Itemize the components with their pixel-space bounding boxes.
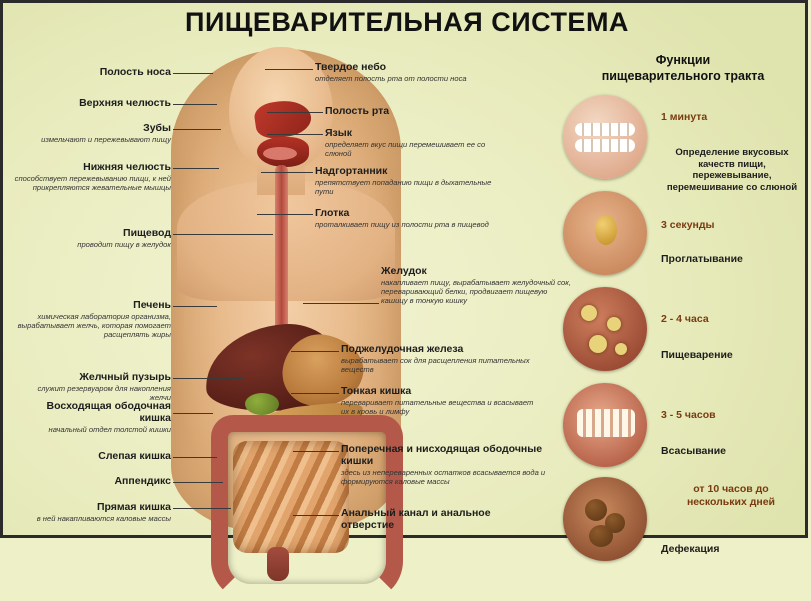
label-upper-jaw: Верхняя челюсть [79, 97, 171, 109]
leader-line [173, 129, 221, 130]
label-ascending-colon: Восходящая ободочная кишка начальный отдел толстой кишки [46, 400, 171, 435]
label-appendix: Аппендикс [114, 475, 171, 487]
leader-line [173, 73, 213, 74]
intestine-villi-icon [563, 383, 647, 467]
colon-icon [563, 477, 647, 561]
label-small-intestine: Тонкая кишка переваривает питательные вещества и всасывает их в кровь и лимфу [341, 385, 534, 417]
stage-time: от 10 часов до нескольких дней [686, 483, 776, 508]
label-cecum: Слепая кишка [98, 450, 171, 462]
label-teeth: Зубы измельчают и пережевывают пищу [41, 122, 171, 145]
label-nasal-cavity: Полость носа [99, 66, 171, 78]
stage-time: 1 минута [661, 111, 708, 123]
stomach-icon [563, 287, 647, 371]
stage-caption: Пищеварение [661, 349, 733, 361]
label-esophagus: Пищевод проводит пищу в желудок [77, 227, 171, 250]
leader-line [173, 306, 217, 307]
leader-line [303, 303, 379, 304]
small-intestine-icon [233, 441, 349, 553]
label-lower-jaw: Нижняя челюсть способствует пережевыванию пищи, к ней прикрепляются жевательные мышцы [14, 161, 171, 193]
stage-time: 3 - 5 часов [661, 409, 716, 421]
leader-line [257, 214, 313, 215]
label-oral-cavity: Полость рта [325, 105, 390, 117]
label-transverse-descending-colon: Поперечная и нисходящая ободочные кишки здесь из непереваренных остатков всасывается вода и формируются каловые массы [341, 443, 546, 487]
teeth-icon [563, 95, 647, 179]
leader-line [291, 351, 339, 352]
label-liver: Печень химическая лаборатория организма, вырабатывает желчь, которая помогает расщеплять жиры [17, 299, 171, 340]
tongue-icon [263, 147, 297, 160]
label-rectum: Прямая кишка в ней накапливаются каловые массы [36, 501, 171, 524]
stage-time: 3 секунды [661, 219, 715, 231]
page-title: ПИЩЕВАРИТЕЛЬНАЯ СИСТЕМА [185, 7, 629, 37]
stage-caption: Проглатывание [661, 253, 743, 265]
leader-line [173, 168, 219, 169]
leader-line [173, 378, 243, 379]
leader-line [267, 134, 323, 135]
leader-line [173, 457, 217, 458]
leader-line [173, 482, 223, 483]
label-tongue: Язык определяет вкус пищи перемешивает ее со слюной [325, 127, 486, 159]
stage-time: 2 - 4 часа [661, 313, 709, 325]
functions-panel-title: Функции пищеварительного тракта [601, 53, 765, 83]
label-stomach: Желудок накапливает пищу, вырабатывает желудочный сок, переваривающий белки, продвигает пищевую кашицу в тонкую кишку [381, 265, 571, 306]
leader-line [173, 413, 213, 414]
label-anal-canal: Анальный канал и анальное отверстие [341, 507, 491, 532]
leader-line [173, 104, 217, 105]
leader-line [261, 172, 313, 173]
label-epiglottis: Надгортанник препятствует попаданию пищи в дыхательные пути [315, 165, 492, 197]
label-gallbladder: Желчный пузырь служит резервуаром для накопления желчи [37, 371, 171, 403]
leader-line [173, 234, 273, 235]
label-hard-palate: Твердое небо отделяет полость рта от полости носа [315, 61, 467, 84]
stage-caption: Дефекация [661, 543, 720, 555]
throat-icon [563, 191, 647, 275]
leader-line [293, 515, 339, 516]
leader-line [265, 69, 313, 70]
stage-caption: Определение вкусовых качеств пищи, пережевывание, перемешивание со слюной [666, 147, 798, 193]
label-pharynx: Глотка проталкивает пищу из полости рта в пищевод [315, 207, 489, 230]
stage-caption: Всасывание [661, 445, 726, 457]
leader-line [291, 393, 339, 394]
label-pancreas: Поджелудочная железа вырабатывает сок для расщепления питательных веществ [341, 343, 530, 375]
leader-line [267, 112, 323, 113]
rectum-icon [267, 547, 289, 581]
leader-line [293, 451, 339, 452]
leader-line [173, 508, 231, 509]
functions-panel [563, 53, 803, 555]
